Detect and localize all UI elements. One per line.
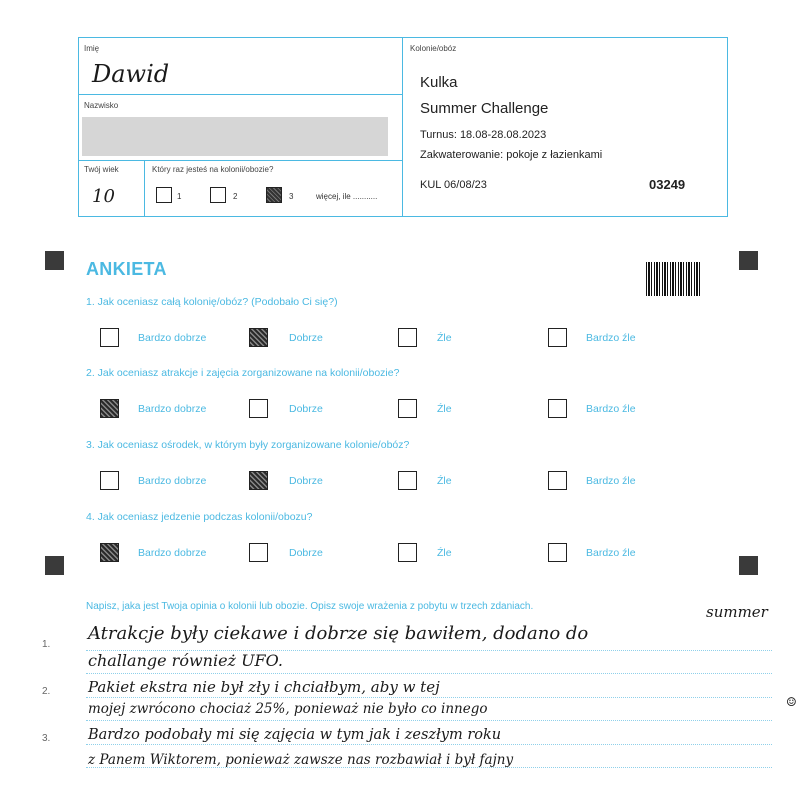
answer-text: Atrakcje były ciekawe i dobrze się bawiłem, dodano do	[88, 623, 589, 644]
age-value: 10	[92, 186, 115, 207]
question-text: 2. Jak oceniasz atrakcje i zajęcia zorganizowane na kolonii/obozie?	[86, 367, 400, 379]
registration-mark	[45, 251, 64, 270]
barcode	[646, 262, 702, 296]
answer-option-label: Źle	[437, 403, 452, 415]
answer-checkbox[interactable]	[100, 543, 119, 562]
answer-checkbox[interactable]	[398, 543, 417, 562]
answer-checkbox[interactable]	[100, 328, 119, 347]
answer-checkbox[interactable]	[100, 399, 119, 418]
answer-option-label: Bardzo dobrze	[138, 475, 207, 487]
answer-option-label: Dobrze	[289, 547, 323, 559]
answer-text: z Panem Wiktorem, ponieważ zawsze nas rozbawiał i był fajny	[88, 752, 514, 768]
accommodation: Zakwaterowanie: pokoje z łazienkami	[420, 149, 603, 161]
answer-checkbox[interactable]	[548, 471, 567, 490]
times-option-3: 3	[289, 192, 294, 201]
times-more: więcej, ile ...........	[316, 192, 378, 201]
registration-mark	[739, 251, 758, 270]
line-number: 1.	[42, 639, 51, 650]
times-checkbox-3[interactable]	[266, 187, 282, 203]
answer-checkbox[interactable]	[249, 543, 268, 562]
answer-line	[86, 720, 772, 721]
question-text: 1. Jak oceniasz całą kolonię/obóz? (Podobało Ci się?)	[86, 296, 338, 308]
answer-checkbox[interactable]	[398, 471, 417, 490]
times-option-1: 1	[177, 192, 182, 201]
answer-checkbox[interactable]	[249, 328, 268, 347]
answer-option-label: Bardzo dobrze	[138, 332, 207, 344]
answer-option-label: Źle	[437, 332, 452, 344]
answer-option-label: Źle	[437, 475, 452, 487]
name-label: Imię	[84, 44, 100, 53]
answer-line	[86, 673, 772, 674]
answer-checkbox[interactable]	[548, 328, 567, 347]
registration-mark	[45, 556, 64, 575]
surname-redaction	[82, 117, 388, 156]
opinion-instruction: Napisz, jaka jest Twoja opinia o kolonii lub obozie. Opisz swoje wrażenia z pobytu w trzech zdaniach.	[86, 601, 534, 612]
answer-option-label: Bardzo dobrze	[138, 403, 207, 415]
answer-option-label: Bardzo źle	[586, 403, 636, 415]
answer-option-label: Dobrze	[289, 403, 323, 415]
answer-checkbox[interactable]	[548, 543, 567, 562]
line-number: 3.	[42, 733, 51, 744]
registration-mark	[739, 556, 758, 575]
camp-code: KUL 06/08/23	[420, 179, 487, 191]
name-value: Dawid	[92, 60, 170, 88]
answer-option-label: Bardzo źle	[586, 547, 636, 559]
answer-text: challange również UFO.	[88, 651, 283, 670]
age-label: Twój wiek	[84, 165, 119, 174]
smiley-icon: ☺	[786, 695, 797, 709]
answer-text: Pakiet ekstra nie był zły i chciałbym, aby w tej	[88, 678, 440, 696]
header-divider	[402, 37, 403, 217]
turnus: Turnus: 18.08-28.08.2023	[420, 129, 547, 141]
answer-checkbox[interactable]	[398, 399, 417, 418]
answer-option-label: Bardzo źle	[586, 475, 636, 487]
times-checkbox-1[interactable]	[156, 187, 172, 203]
times-checkbox-2[interactable]	[210, 187, 226, 203]
form-number: 03249	[649, 177, 686, 192]
question-text: 3. Jak oceniasz ośrodek, w którym były zorganizowane kolonie/obóz?	[86, 439, 410, 451]
answer-checkbox[interactable]	[398, 328, 417, 347]
divider	[144, 160, 145, 217]
camp-label: Kolonie/obóz	[410, 44, 457, 53]
times-label: Który raz jesteś na kolonii/obozie?	[152, 165, 274, 174]
answer-option-label: Bardzo dobrze	[138, 547, 207, 559]
inserted-word: summer	[706, 603, 768, 621]
camp-name-2: Summer Challenge	[420, 100, 549, 117]
surname-label: Nazwisko	[84, 101, 119, 110]
times-option-2: 2	[233, 192, 238, 201]
answer-option-label: Dobrze	[289, 475, 323, 487]
survey-title: ANKIETA	[86, 259, 167, 279]
answer-text: mojej zwrócono chociaż 25%, ponieważ nie było co innego	[88, 701, 488, 717]
answer-line	[86, 697, 772, 698]
line-number: 2.	[42, 686, 51, 697]
question-text: 4. Jak oceniasz jedzenie podczas kolonii/obozu?	[86, 511, 313, 523]
answer-checkbox[interactable]	[249, 471, 268, 490]
answer-line	[86, 744, 772, 745]
divider	[78, 160, 402, 161]
answer-checkbox[interactable]	[100, 471, 119, 490]
answer-option-label: Dobrze	[289, 332, 323, 344]
answer-option-label: Bardzo źle	[586, 332, 636, 344]
answer-checkbox[interactable]	[548, 399, 567, 418]
camp-name-1: Kulka	[420, 74, 458, 91]
divider	[78, 94, 402, 95]
answer-option-label: Źle	[437, 547, 452, 559]
answer-checkbox[interactable]	[249, 399, 268, 418]
answer-text: Bardzo podobały mi się zajęcia w tym jak i zeszłym roku	[88, 727, 502, 743]
